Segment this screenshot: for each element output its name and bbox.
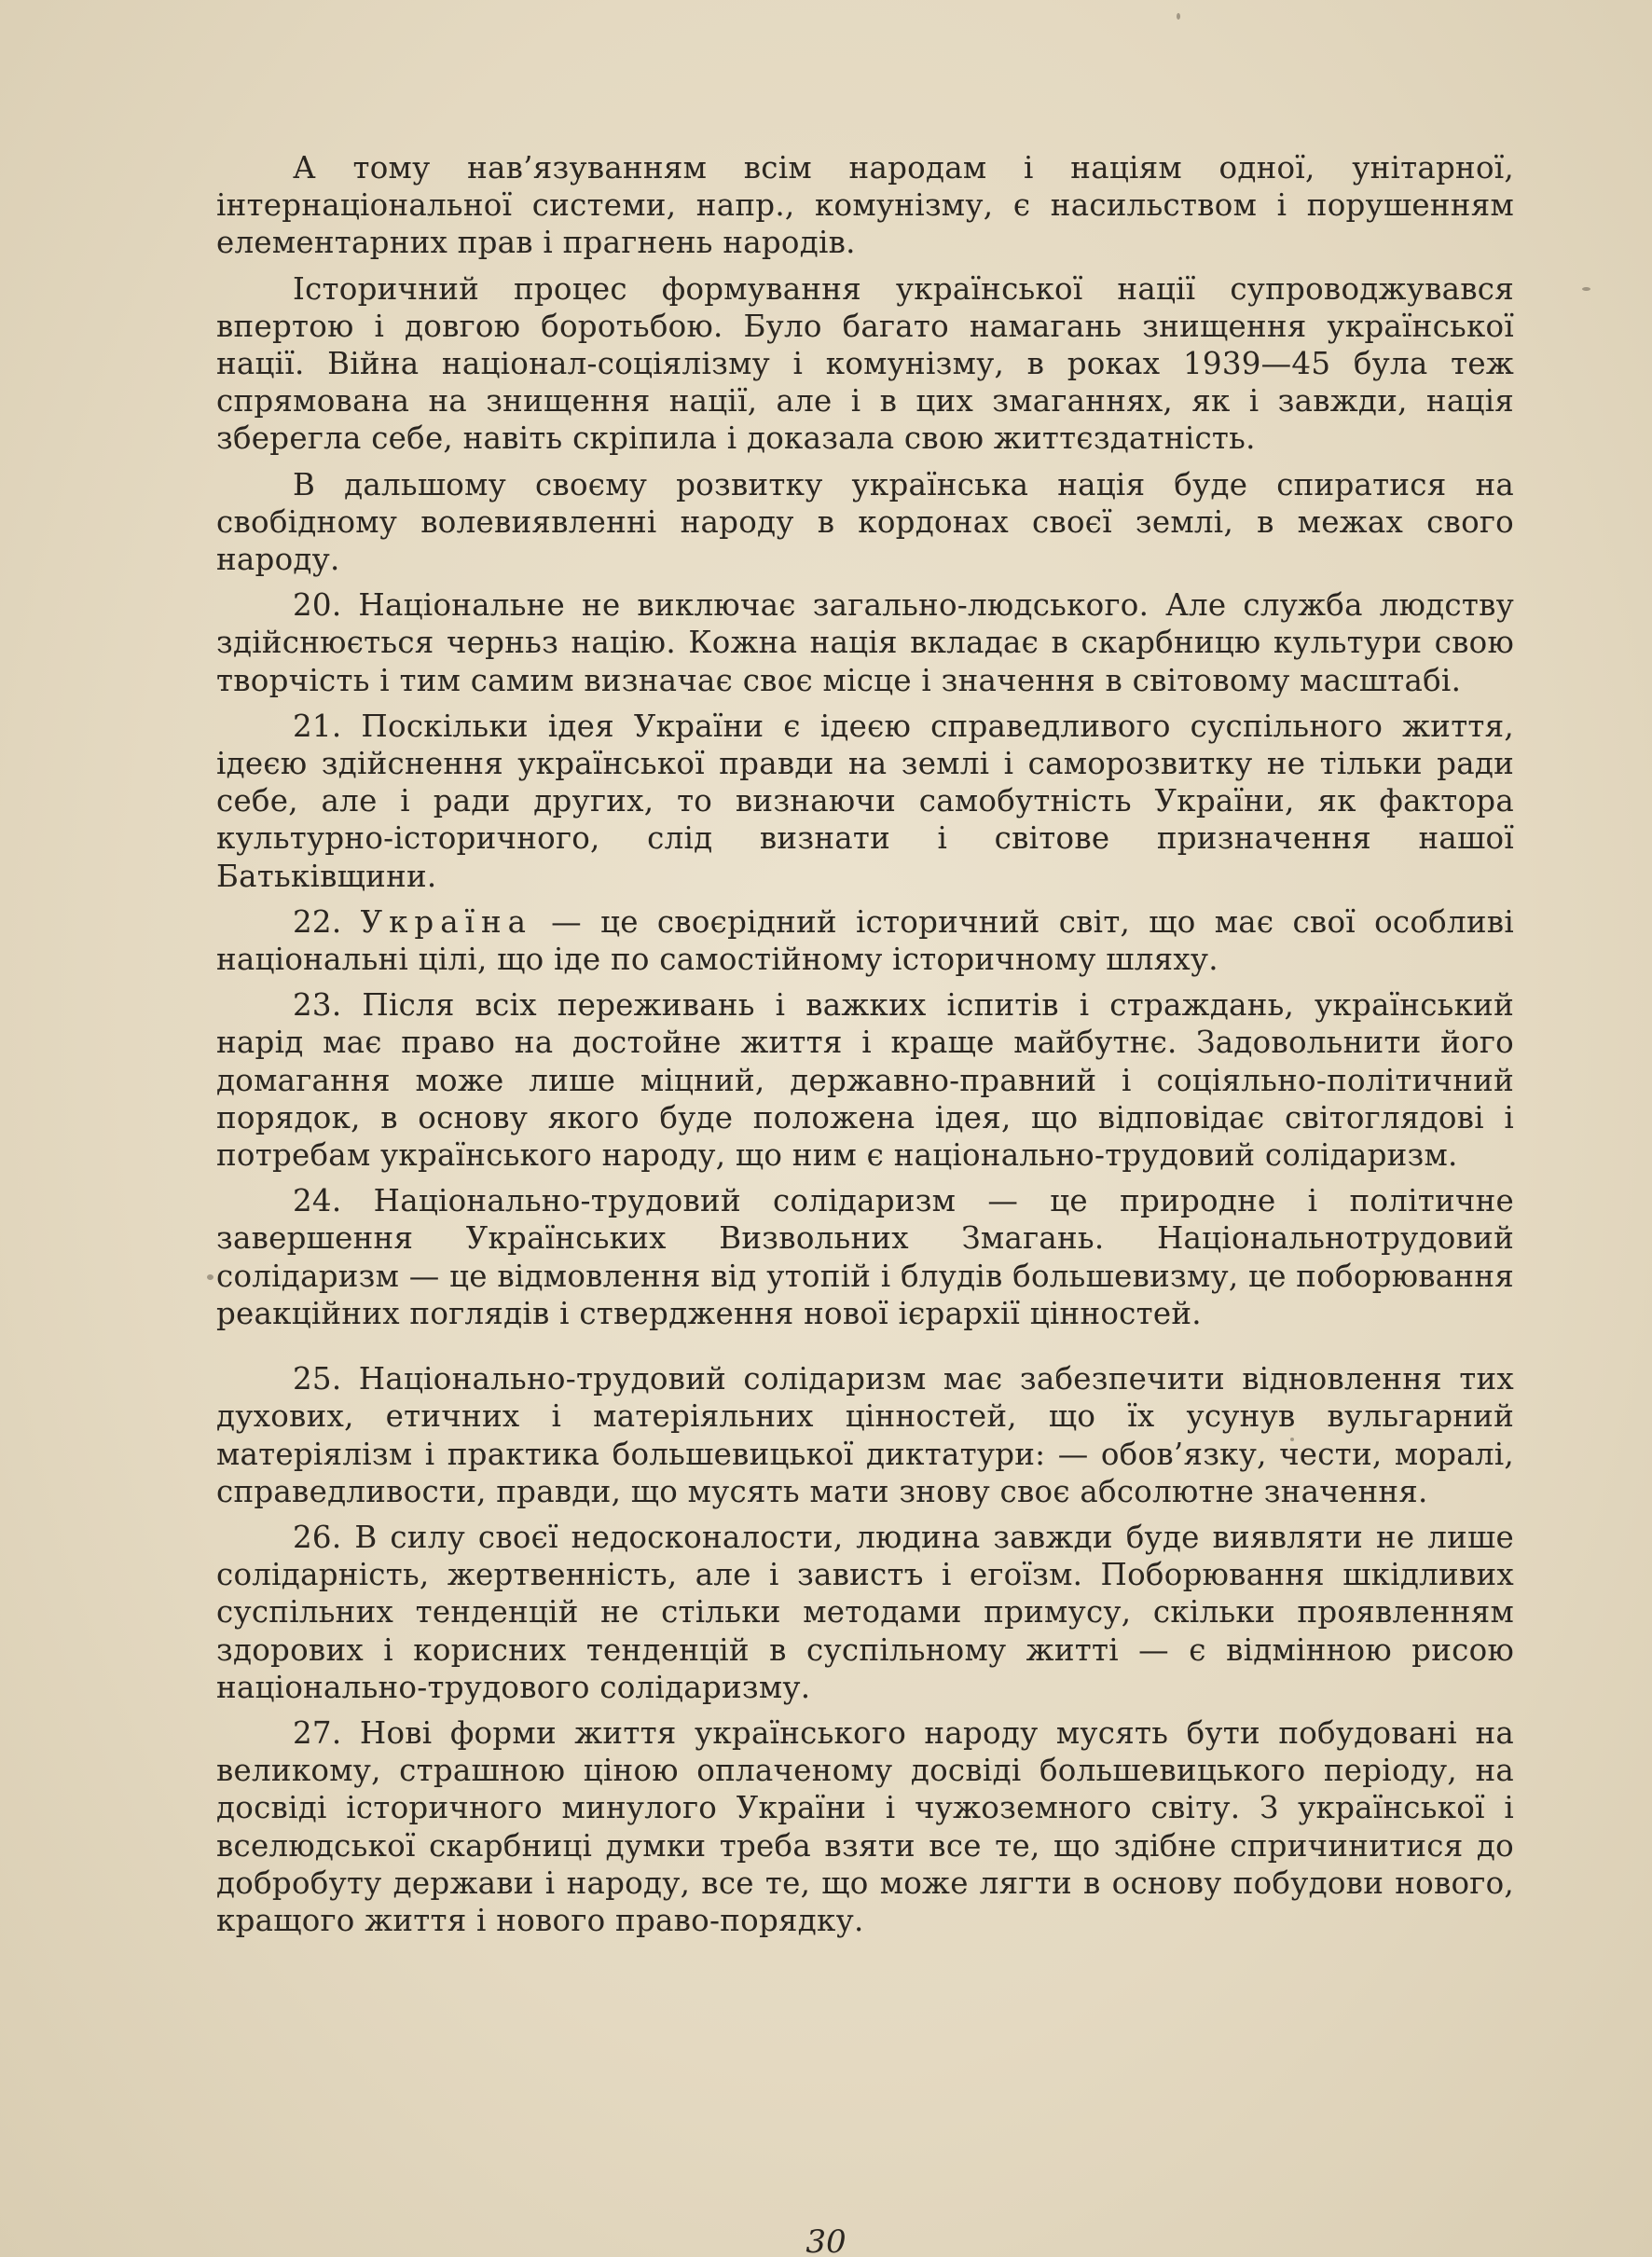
- paragraph-26: 26. В силу своєї недосконалости, людина завжди буде виявляти не лише солідарність, жертвенність, але і завистъ і егоїзм. Поборювання шкідливих суспільних тенденцій не стільки методами примусу, скільки проявленням здорових і корисних тенденцій в суспільному житті — є відмінною рисою національно-трудового солідаризму.: [216, 1519, 1514, 1705]
- document-body: [216, 149, 1514, 1939]
- paragraph-24: 24. Національно-трудовий солідаризм — це природне і політичне завершення Українських Визвольних Змагань. Національнотрудовий солідаризм — це відмовлення від утопій і блудів большевизму, це поборювання реакційних поглядів і ствердження нової ієрархії цінностей.: [216, 1183, 1514, 1331]
- paragraph-25: 25. Національно-трудовий солідаризм має забезпечити відновлення тих духових, етичних і матеріяльних цінностей, що їх усунув вульгарний матеріялізм і практика большевицької диктатури: — обов’язку, чести, моралі, справедливости, правди, що мусять мати знову своє абсолютне значення.: [216, 1361, 1514, 1509]
- paragraph-22-emphasis: Україна: [360, 903, 533, 940]
- paragraph-development: В дальшому своєму розвитку українська нація буде спиратися на свобідному волевиявленні народу в кордонах своєї землі, в межах свого народу.: [216, 466, 1514, 578]
- paper-speck: [1582, 287, 1590, 291]
- paper-speck: [207, 1274, 213, 1280]
- paragraph-history: Історичний процес формування української нації супроводжувався впертою і довгою боротьбою. Було багато намагань знищення української нації. Війна націонал-соціялізму і комунізму, в роках 1939—45 була теж спрямована на знищення нації, але і в цих змаганнях, як і завжди, нація зберегла себе, навіть скріпила і доказала свою життєздатність.: [216, 270, 1514, 457]
- page-number: 30: [805, 2223, 847, 2257]
- paragraph-21: 21. Поскільки ідея України є ідеєю справедливого суспільного життя, ідеєю здійснення української правди на землі і саморозвитку не тільки ради себе, але і ради других, то визнаючи самобутність України, як фактора культурно-історичного, слід визнати і світове призначення нашої Батьківщини.: [216, 708, 1514, 894]
- paragraph-23: 23. Після всіх переживань і важких іспитів і страждань, український нарід має право на достойне життя і краще майбутнє. Задовольнити його домагання може лише міцний, державно-правний і соціяльно-політичний порядок, в основу якого буде положена ідея, що відповідає світоглядові і потребам українського народу, що ним є національно-трудовий солідаризм.: [216, 987, 1514, 1174]
- paragraph-22: [216, 903, 1514, 978]
- paragraph-22-number: 22.: [293, 903, 342, 940]
- paragraph-20: 20. Національне не виключає загально-людського. Але служба людству здійснюється черньз націю. Кожна нація вкладає в скарбницю культури свою творчість і тим самим визначає своє місце і значення в світовому масштабі.: [216, 587, 1514, 698]
- paragraph-intro: А тому нав’язуванням всім народам і націям одної, унітарної, інтернаціональної системи, напр., комунізму, є насильством і порушенням елементарних прав і прагнень народів.: [216, 150, 1514, 261]
- paper-speck: [1177, 13, 1180, 20]
- paragraph-27: 27. Нові форми життя українського народу мусять бути побудовані на великому, страшною ціною оплаченому досвіді большевицького періоду, на досвіді історичного минулого України і чужоземного світу. З української і вселюдської скарбниці думки треба взяти все те, що здібне спричинитися до добробуту держави і народу, все те, що може лягти в основу побудови нового, кращого життя і нового право-порядку.: [216, 1714, 1514, 1938]
- paragraph-22-text: — це своєрідний історичний світ, що має свої особливі національні цілі, що іде по самостійному історичному шляху.: [216, 903, 1514, 978]
